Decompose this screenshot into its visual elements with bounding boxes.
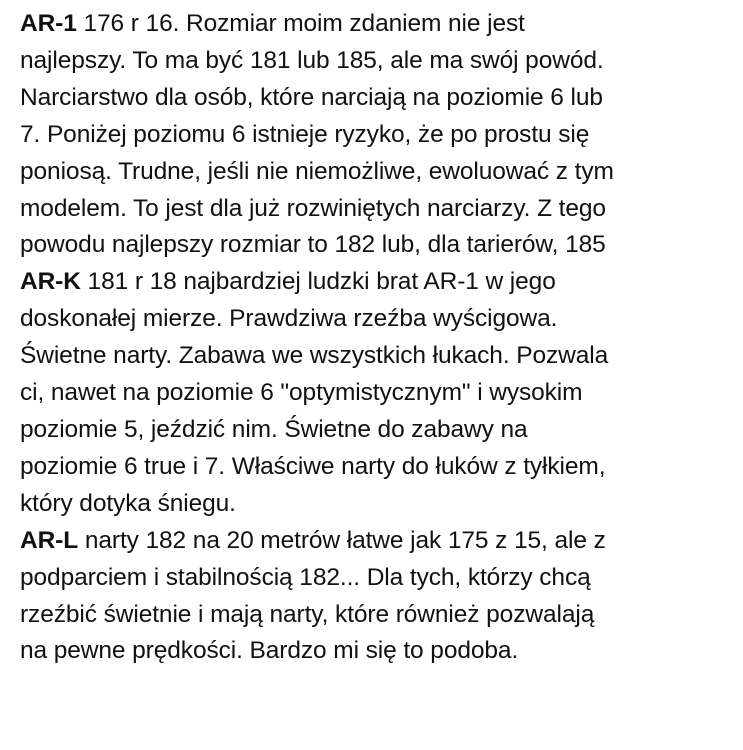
- text-line: Świetne narty. Zabawa we wszystkich łukach. Pozwala: [20, 342, 609, 370]
- text-line: 7. Poniżej poziomu 6 istnieje ryzyko, że po prostu się: [20, 120, 590, 148]
- text-line: na pewne prędkości. Bardzo mi się to podoba.: [20, 637, 519, 665]
- text-line: najlepszy. To ma być 181 lub 185, ale ma swój powód.: [20, 46, 604, 74]
- text-line: powodu najlepszy rozmiar to 182 lub, dla tarierów, 185: [20, 231, 606, 259]
- entry-ar-l: [20, 523, 731, 671]
- text-line: [20, 264, 731, 301]
- text-line: podparciem i stabilnością 182... Dla tych, którzy chcą: [20, 563, 591, 591]
- text-line: który dotyka śniegu.: [20, 489, 236, 517]
- text-line: poziomie 6 true i 7. Właściwe narty do łuków z tyłkiem,: [20, 452, 606, 480]
- text-line: poniosą. Trudne, jeśli nie niemożliwe, ewoluować z tym: [20, 157, 614, 185]
- text-line: [20, 6, 731, 43]
- model-name: AR-L: [20, 526, 79, 554]
- text-segment: 176 r 16. Rozmiar moim zdaniem nie jest: [76, 10, 525, 37]
- model-name: AR-1: [20, 10, 77, 37]
- model-name: AR-K: [20, 268, 81, 296]
- text-segment: 181 r 18 najbardziej ludzki brat AR-1 w jego: [80, 268, 556, 296]
- text-line: modelem. To jest dla już rozwiniętych narciarzy. Z tego: [20, 194, 606, 222]
- entry-ar-1: [20, 6, 731, 264]
- document-body: [20, 6, 731, 670]
- entry-ar-k: [20, 264, 731, 522]
- text-line: rzeźbić świetnie i mają narty, które również pozwalają: [20, 600, 595, 628]
- text-line: poziomie 5, jeździć nim. Świetne do zabawy na: [20, 415, 528, 443]
- text-segment: narty 182 na 20 metrów łatwe jak 175 z 15, ale z: [78, 526, 606, 554]
- text-line: [20, 523, 731, 560]
- text-line: ci, nawet na poziomie 6 "optymistycznym" i wysokim: [20, 379, 583, 407]
- text-line: Narciarstwo dla osób, które narciają na poziomie 6 lub: [20, 83, 603, 111]
- text-line: doskonałej mierze. Prawdziwa rzeźba wyścigowa.: [20, 305, 558, 333]
